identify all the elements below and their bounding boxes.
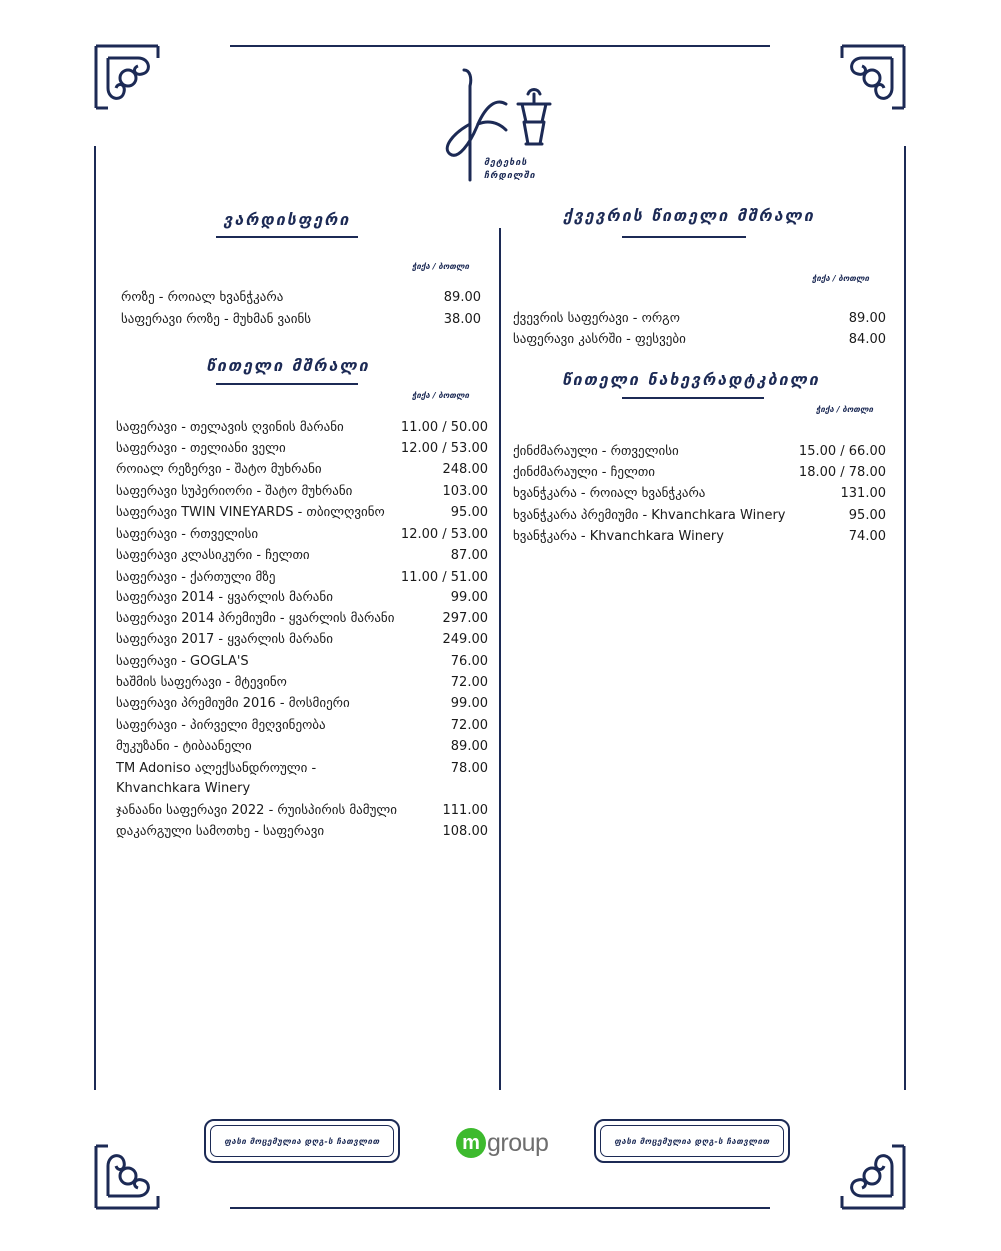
mgroup-m-icon: m — [456, 1128, 486, 1158]
item-price: 74.00 — [848, 529, 886, 544]
item-price: 99.00 — [450, 590, 488, 605]
item-name: საფერავი კასრში - ფესვები — [513, 332, 686, 347]
list-item — [116, 609, 488, 629]
unit-label-red-dry: ჭიქა / ბოთლი — [412, 391, 470, 400]
item-name: საფერავი კლასიკური - ჩელთი — [116, 548, 310, 563]
section-rule-rose — [216, 236, 358, 238]
item-name: ქინძმარაული - ჩელთი — [513, 465, 656, 480]
vat-note-left — [204, 1119, 400, 1163]
item-price: 76.00 — [450, 654, 488, 669]
item-name: საფერავი სუპერიორი - შატო მუხრანი — [116, 484, 353, 499]
item-name: როიალ რეზერვი - შატო მუხრანი — [116, 462, 322, 477]
vat-note-right — [594, 1119, 790, 1163]
item-name: საფერავი - თელიანი ველი — [116, 441, 286, 456]
item-price: 11.00 / 51.00 — [400, 570, 488, 585]
item-price: 249.00 — [442, 632, 488, 647]
item-price: 89.00 — [848, 311, 886, 326]
list-item — [116, 588, 488, 608]
list-item — [116, 673, 488, 693]
item-name: ქინძმარაული - რთველისი — [513, 444, 679, 459]
section-title-semi-sweet: წითელი ნახევრადტკბილი — [562, 370, 820, 389]
item-price: 87.00 — [450, 548, 488, 563]
item-price: 12.00 / 53.00 — [400, 441, 488, 456]
item-price: 108.00 — [442, 824, 488, 839]
unit-label-semi-sweet: ჭიქა / ბოთლი — [816, 405, 874, 414]
logo-line-2: ჩრდილში — [484, 171, 536, 181]
list-item — [116, 801, 488, 821]
item-name: მუკუზანი - ტიბაანელი — [116, 739, 252, 754]
list-item — [513, 309, 886, 329]
list-item — [116, 482, 488, 502]
item-price: 95.00 — [848, 508, 886, 523]
item-price: 248.00 — [442, 462, 488, 477]
item-name: საფერავი - GOGLA'S — [116, 654, 249, 669]
vat-note-left-text: ფასი მოცემულია დღგ-ს ჩათვლით — [210, 1125, 394, 1157]
item-price: 89.00 — [450, 739, 488, 754]
bottom-rule — [230, 1207, 770, 1209]
list-item — [513, 506, 886, 526]
top-rule — [230, 45, 770, 47]
list-item — [513, 484, 886, 504]
item-price: 131.00 — [840, 486, 886, 501]
list-item — [116, 439, 488, 459]
item-price: 297.00 — [442, 611, 488, 626]
right-border — [904, 146, 906, 1090]
item-name: როზე - როიალ ხვანჭკარა — [121, 290, 284, 305]
list-item — [116, 568, 488, 588]
list-item — [121, 310, 481, 330]
ornament-bottom-right-icon — [840, 1144, 906, 1210]
list-item — [116, 630, 488, 650]
item-name: საფერავი - პირველი მეღვინეობა — [116, 718, 326, 733]
center-divider — [499, 228, 501, 1090]
list-item — [116, 418, 488, 438]
item-name: ხაშმის საფერავი - მტევინო — [116, 675, 287, 690]
logo-line-1: მეტეხის — [484, 158, 528, 168]
list-item — [116, 525, 488, 545]
vat-note-right-text: ფასი მოცემულია დღგ-ს ჩათვლით — [600, 1125, 784, 1157]
item-name: ხვანჭკარა პრემიუმი - Khvanchkara Winery — [513, 508, 786, 523]
list-item — [116, 546, 488, 566]
item-price: 111.00 — [442, 803, 488, 818]
item-price: 95.00 — [450, 505, 488, 520]
item-price: 11.00 / 50.00 — [400, 420, 488, 435]
item-name: Khvanchkara Winery — [116, 781, 251, 796]
list-item — [116, 503, 488, 523]
list-item — [513, 527, 886, 547]
unit-label-qvevri: ჭიქა / ბოთლი — [812, 274, 870, 283]
section-title-qvevri: ქვევრის წითელი მშრალი — [563, 206, 815, 225]
item-price: 18.00 / 78.00 — [798, 465, 886, 480]
ornament-top-right-icon — [840, 44, 906, 110]
item-price: 12.00 / 53.00 — [400, 527, 488, 542]
section-title-rose: ვარდისფერი — [223, 210, 351, 229]
item-name: საფერავი 2014 პრემიუმი - ყვარლის მარანი — [116, 611, 395, 626]
ornament-bottom-left-icon — [94, 1144, 160, 1210]
item-name: საფერავი TWIN VINEYARDS - თბილღვინო — [116, 505, 385, 520]
unit-label-rose: ჭიქა / ბოთლი — [412, 262, 470, 271]
item-name: ჯანაანი საფერავი 2022 - რუისპირის მამული — [116, 803, 397, 818]
item-name: საფერავი როზე - მუხმან ვაინს — [121, 312, 312, 327]
item-name: საფერავი პრემიუმი 2016 - მოსმიერი — [116, 696, 350, 711]
list-item — [513, 442, 886, 462]
list-item — [116, 822, 488, 842]
list-item — [513, 463, 886, 483]
section-rule-red-dry — [216, 383, 358, 385]
item-name: საფერავი 2014 - ყვარლის მარანი — [116, 590, 333, 605]
list-item — [116, 460, 488, 480]
item-name: ქვევრის საფერავი - ორგო — [513, 311, 680, 326]
item-price: 78.00 — [450, 761, 488, 776]
item-price: 84.00 — [848, 332, 886, 347]
item-price: 89.00 — [443, 290, 481, 305]
mgroup-text: group — [487, 1128, 549, 1157]
item-price: 103.00 — [442, 484, 488, 499]
item-price: 38.00 — [443, 312, 481, 327]
list-item — [116, 737, 488, 757]
item-name: ხვანჭკარა - როიალ ხვანჭკარა — [513, 486, 706, 501]
item-name: ხვანჭკარა - Khvanchkara Winery — [513, 529, 724, 544]
list-item — [116, 779, 488, 799]
section-title-red-dry: წითელი მშრალი — [206, 356, 370, 375]
list-item — [116, 652, 488, 672]
list-item — [116, 759, 488, 779]
item-price: 72.00 — [450, 675, 488, 690]
left-border — [94, 146, 96, 1090]
ornament-top-left-icon — [94, 44, 160, 110]
item-name: დაკარგული სამოთხე - საფერავი — [116, 824, 325, 839]
list-item — [121, 288, 481, 308]
item-name: საფერავი - თელავის ღვინის მარანი — [116, 420, 344, 435]
list-item — [116, 694, 488, 714]
item-name: საფერავი - ქართული მზე — [116, 570, 276, 585]
list-item — [513, 330, 886, 350]
item-name: TM Adoniso ალექსანდროული - — [116, 761, 317, 776]
section-rule-semi-sweet — [622, 397, 764, 399]
mgroup-logo — [456, 1126, 548, 1160]
item-price: 15.00 / 66.00 — [798, 444, 886, 459]
item-name: საფერავი - რთველისი — [116, 527, 259, 542]
item-price: 99.00 — [450, 696, 488, 711]
list-item — [116, 716, 488, 736]
section-rule-qvevri — [622, 236, 746, 238]
item-name: საფერავი 2017 - ყვარლის მარანი — [116, 632, 333, 647]
item-price: 72.00 — [450, 718, 488, 733]
